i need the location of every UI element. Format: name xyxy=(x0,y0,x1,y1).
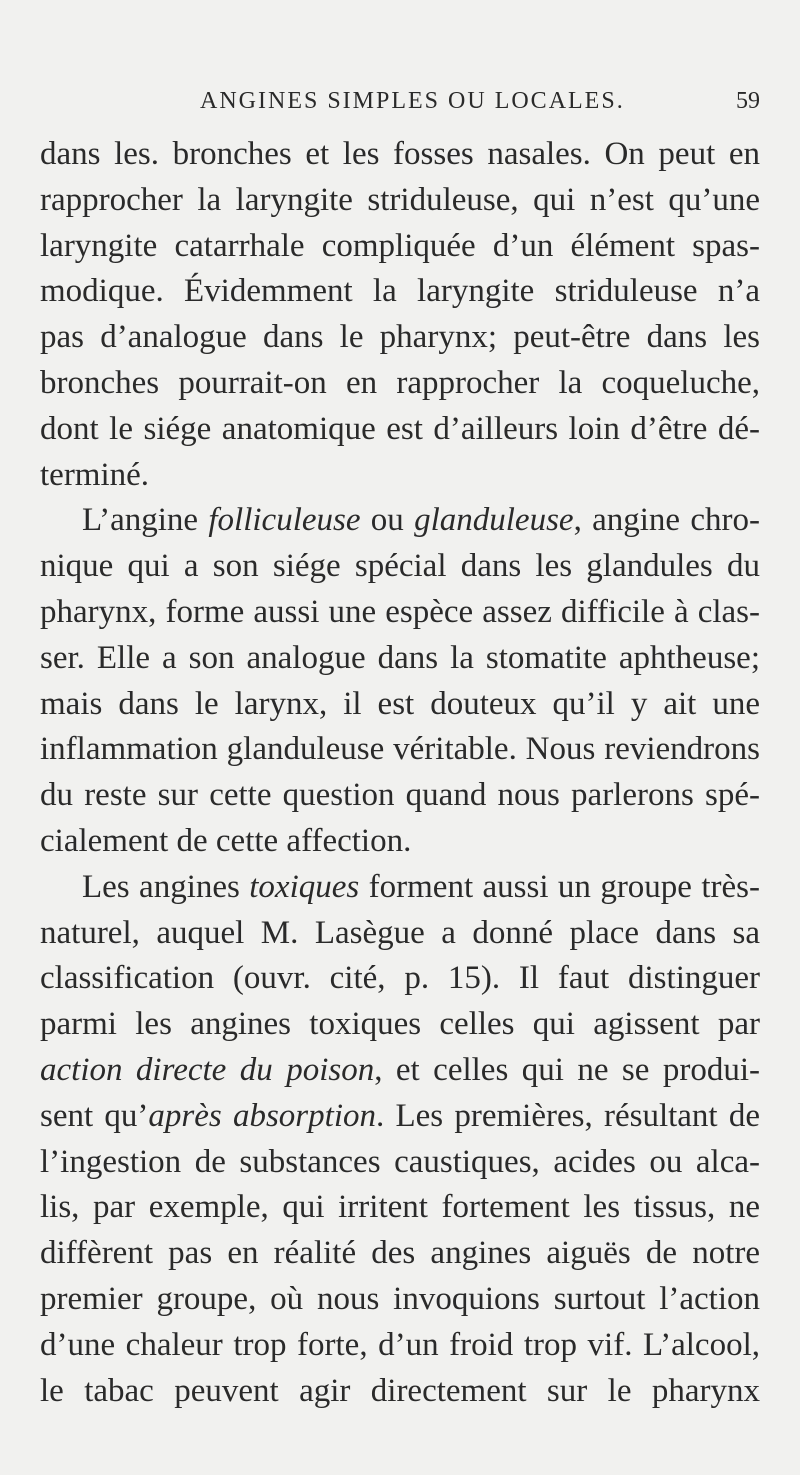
text-line xyxy=(40,636,760,682)
line-text: , angine chro- xyxy=(573,502,760,539)
line-text: terminé. xyxy=(40,456,150,493)
text-line xyxy=(40,1231,760,1277)
text-line xyxy=(40,865,760,911)
text-line xyxy=(40,498,760,544)
line-text: dont le siége anatomique est d’ailleurs loin d’être dé- xyxy=(40,410,760,447)
text-line xyxy=(40,1323,760,1369)
line-text: cialement de cette affection. xyxy=(40,822,412,859)
page-number: 59 xyxy=(736,88,760,114)
text-line xyxy=(40,315,760,361)
text-line xyxy=(40,1140,760,1186)
text-line xyxy=(40,453,760,499)
line-text: parmi les angines toxiques celles qui agissent par xyxy=(40,1006,760,1043)
line-text: . Les premières, résultant de xyxy=(376,1097,760,1134)
line-text: l’ingestion de substances caustiques, acides ou alca- xyxy=(40,1143,760,1180)
text-line xyxy=(40,773,760,819)
line-text: rapprocher la laryngite striduleuse, qui n’est qu’une xyxy=(40,181,760,218)
text-line xyxy=(40,819,760,865)
line-text: ser. Elle a son analogue dans la stomatite aphtheuse; xyxy=(40,639,760,676)
text-line xyxy=(40,1185,760,1231)
line-text: d’une chaleur trop forte, d’un froid trop vif. L’alcool, xyxy=(40,1326,760,1363)
line-text: L’angine xyxy=(82,502,209,539)
italic-text: folliculeuse xyxy=(208,502,361,539)
text-line xyxy=(40,590,760,636)
line-text: Les angines xyxy=(82,868,250,905)
line-text: modique. Évidemment la laryngite striduleuse n’a xyxy=(40,273,760,310)
text-line xyxy=(40,178,760,224)
text-line xyxy=(40,1277,760,1323)
line-text: laryngite catarrhale compliquée d’un élément spas- xyxy=(40,227,760,264)
line-text: le tabac peuvent agir directement sur le pharynx xyxy=(40,1372,760,1409)
line-text: inflammation glanduleuse véritable. Nous reviendrons xyxy=(40,731,760,768)
line-text: premier groupe, où nous invoquions surtout l’action xyxy=(40,1280,760,1317)
line-text: forment aussi un groupe très- xyxy=(359,868,760,905)
text-line xyxy=(40,361,760,407)
running-head: ANGINES SIMPLES OU LOCALES. xyxy=(200,88,625,114)
line-text: naturel, auquel M. Lasègue a donné place dans sa xyxy=(40,914,760,951)
line-text: classification (ouvr. cité, p. 15). Il faut distinguer xyxy=(40,960,760,997)
line-text: pharynx, forme aussi une espèce assez difficile à clas- xyxy=(40,593,760,630)
text-line xyxy=(40,1369,760,1415)
italic-text: toxiques xyxy=(249,868,360,905)
line-text: sent qu’ xyxy=(40,1097,149,1134)
text-line xyxy=(40,727,760,773)
line-text: diffèrent pas en réalité des angines aiguës de notre xyxy=(40,1235,760,1272)
page-header xyxy=(98,88,760,124)
line-text: mais dans le larynx, il est douteux qu’il y ait une xyxy=(40,685,760,722)
text-line xyxy=(40,1048,760,1094)
line-text: bronches pourrait-on en rapprocher la coqueluche, xyxy=(40,364,760,401)
text-line xyxy=(40,1002,760,1048)
text-line xyxy=(40,911,760,957)
text-line xyxy=(40,407,760,453)
line-text: lis, par exemple, qui irritent fortement les tissus, ne xyxy=(40,1189,760,1226)
text-line xyxy=(40,269,760,315)
italic-text: glanduleuse xyxy=(414,502,574,539)
line-text: dans les. bronches et les fosses nasales. On peut en xyxy=(40,136,760,172)
text-line xyxy=(40,1094,760,1140)
line-text: pas d’analogue dans le pharynx; peut-être dans les xyxy=(40,319,760,356)
text-line xyxy=(40,682,760,728)
italic-text: après absorption xyxy=(148,1097,376,1134)
text-line xyxy=(40,224,760,270)
line-text: ou xyxy=(360,502,415,539)
line-text: nique qui a son siége spécial dans les glandules du xyxy=(40,548,760,585)
text-line xyxy=(40,132,760,178)
text-line xyxy=(40,544,760,590)
italic-text: action directe du poison xyxy=(40,1051,375,1088)
line-text: , et celles qui ne se produi- xyxy=(374,1051,761,1088)
line-text: du reste sur cette question quand nous parlerons spé- xyxy=(40,777,760,814)
body-text xyxy=(40,132,760,1414)
text-line xyxy=(40,956,760,1002)
